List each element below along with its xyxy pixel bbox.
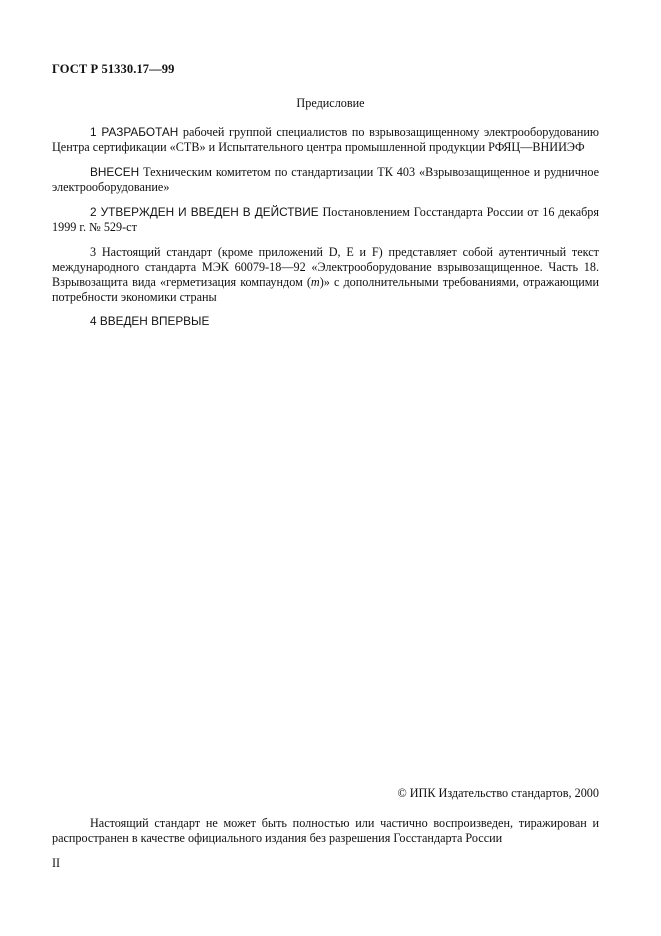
paragraph-text: рабочей группой специалистов по взрывозащищенному электрооборудованию Центра сертификации «СТВ» и Испытательного центра промышленной продукции РФЯЦ—ВНИИЭФ	[52, 125, 599, 154]
paragraph-lead: ВНЕСЕН	[90, 165, 140, 179]
paragraph-lead: 4 ВВЕДЕН ВПЕРВЫЕ	[90, 314, 210, 328]
paragraph-text: 3 Настоящий стандарт (кроме приложений D, E и F) представляет собой аутентичный текст международного стандарта МЭК 60079-18—92 «Электрооборудование взрывозащищенное. Часть 18. Взрывозащита вида «герметизация компаундом (	[52, 245, 599, 289]
page-number: II	[52, 856, 61, 870]
paragraph-developed-by	[52, 125, 599, 155]
paragraph-lead: 1 РАЗРАБОТАН	[90, 125, 179, 139]
paragraph-text: Постановлением Госстандарта России от 16 декабря 1999 г. № 529-ст	[52, 205, 600, 234]
paragraph-introduced-by	[52, 165, 599, 195]
reproduction-notice: Настоящий стандарт не может быть полностью или частично воспроизведен, тиражирован и распространен в качестве официального издания без разрешения Госстандарта России	[52, 816, 599, 845]
document-id-header: ГОСТ Р 51330.17—99	[52, 62, 175, 76]
section-title: Предисловие	[296, 96, 365, 110]
paragraph-text: Техническим комитетом по стандартизации ТК 403 «Взрывозащищенное и рудничное электрооборудование»	[52, 165, 599, 194]
paragraph-approved	[52, 205, 599, 235]
paragraph-text: )» с дополнительными требованиями, отражающими потребности экономики страны	[52, 275, 599, 304]
paragraph-lead: 2 УТВЕРЖДЕН И ВВЕДЕН В ДЕЙСТВИЕ	[90, 205, 319, 219]
paragraph-italic: m	[310, 275, 320, 289]
paragraph-standard-scope	[52, 245, 599, 305]
paragraph-first-introduced	[52, 314, 599, 329]
copyright-line: © ИПК Издательство стандартов, 2000	[397, 786, 599, 800]
